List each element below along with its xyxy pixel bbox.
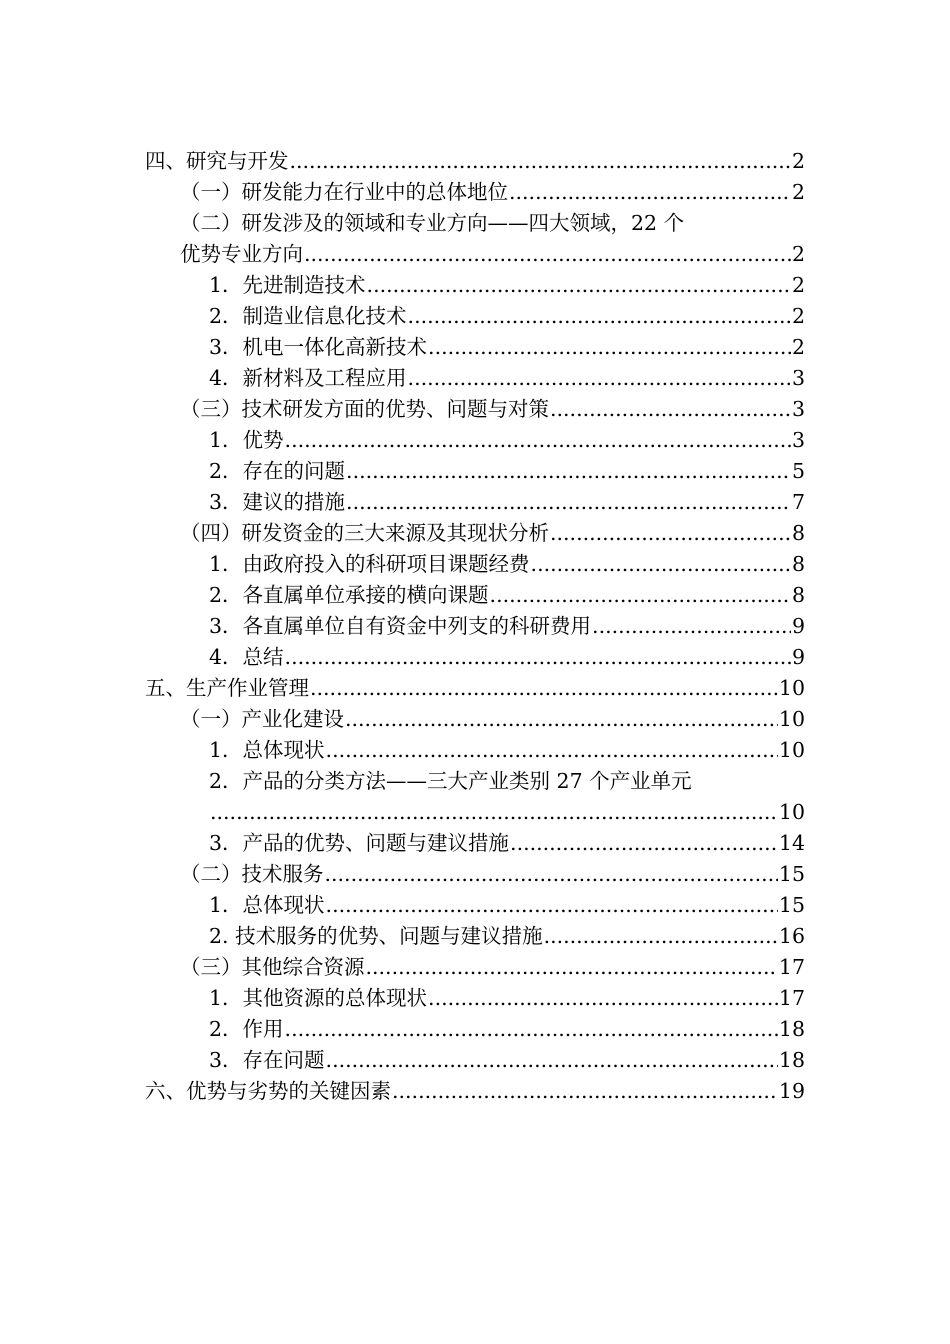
toc-page-number: 2	[791, 180, 805, 204]
toc-leader-dots	[345, 704, 778, 735]
toc-leader-dots	[210, 797, 778, 828]
toc-entry-title: （二）研发涉及的领域和专业方向——四大领域，22 个	[180, 211, 685, 235]
toc-entry-title: 3．各直属单位自有资金中列支的科研费用	[209, 614, 592, 638]
toc-entry-title: 1．其他资源的总体现状	[209, 986, 428, 1010]
toc-entry[interactable]	[145, 146, 805, 177]
toc-entry[interactable]	[145, 1045, 805, 1076]
toc-entry[interactable]	[145, 580, 805, 611]
toc-entry[interactable]	[145, 642, 805, 673]
toc-leader-dots	[346, 487, 791, 518]
toc-leader-dots	[392, 1076, 778, 1107]
toc-entry-title: 1．总体现状	[209, 893, 325, 917]
toc-leader-dots	[326, 735, 778, 766]
toc-entry-title: 4．总结	[209, 645, 284, 669]
toc-leader-dots	[490, 580, 791, 611]
toc-entry-title: 1．优势	[209, 428, 284, 452]
toc-page-number: 8	[791, 583, 805, 607]
toc-page-number: 5	[791, 459, 805, 483]
toc-entry[interactable]	[145, 456, 805, 487]
toc-leader-dots	[285, 1014, 778, 1045]
toc-leader-dots	[310, 673, 778, 704]
toc-page-number: 2	[791, 273, 805, 297]
toc-leader-dots	[304, 239, 791, 270]
toc-entry-title: （二）技术服务	[180, 862, 324, 886]
toc-page-number: 3	[791, 366, 805, 390]
toc-entry-title: 2. 技术服务的优势、问题与建议措施	[209, 924, 543, 948]
toc-leader-dots	[509, 177, 791, 208]
toc-entry[interactable]	[145, 518, 805, 549]
toc-entry[interactable]	[145, 983, 805, 1014]
toc-leader-dots	[408, 363, 791, 394]
toc-entry[interactable]	[145, 921, 805, 952]
toc-entry-title: 3．建议的措施	[209, 490, 346, 514]
toc-page-number: 8	[791, 552, 805, 576]
toc-leader-dots	[428, 332, 791, 363]
toc-page-number: 15	[778, 893, 805, 917]
toc-entry[interactable]	[145, 890, 805, 921]
toc-entry-title: 2．存在的问题	[209, 459, 346, 483]
toc-entry-title: 3．产品的优势、问题与建议措施	[209, 831, 510, 855]
toc-entry[interactable]	[145, 828, 805, 859]
toc-entry-title: 2．各直属单位承接的横向课题	[209, 583, 489, 607]
toc-page-number: 10	[778, 800, 805, 824]
toc-page-number: 18	[778, 1017, 805, 1041]
toc-page-number: 10	[778, 738, 805, 762]
toc-entry-title: 4．新材料及工程应用	[209, 366, 407, 390]
toc-entry-title: 2．制造业信息化技术	[209, 304, 407, 328]
toc-leader-dots	[592, 611, 791, 642]
toc-entry-title: 1．先进制造技术	[209, 273, 366, 297]
toc-leader-dots	[510, 828, 778, 859]
toc-entry[interactable]	[145, 363, 805, 394]
toc-entry[interactable]	[145, 704, 805, 735]
toc-page-number: 2	[791, 304, 805, 328]
toc-entry[interactable]	[145, 332, 805, 363]
toc-leader-dots	[285, 642, 791, 673]
toc-entry[interactable]	[145, 735, 805, 766]
toc-entry-title: 四、研究与开发	[145, 149, 289, 173]
toc-page-number: 2	[791, 242, 805, 266]
toc-page-number: 15	[778, 862, 805, 886]
toc-entry-title: 2．产品的分类方法——三大产业类别 27 个产业单元	[209, 769, 692, 793]
toc-page-number: 3	[791, 397, 805, 421]
toc-page-number: 3	[791, 428, 805, 452]
toc-entry-title: 3．存在问题	[209, 1048, 325, 1072]
toc-entry-title: 3．机电一体化高新技术	[209, 335, 428, 359]
toc-entry-title: 1．由政府投入的科研项目课题经费	[209, 552, 530, 576]
toc-page-number: 2	[791, 335, 805, 359]
toc-entry-title: （一）产业化建设	[180, 707, 344, 731]
toc-entry[interactable]	[145, 673, 805, 704]
toc-entry[interactable]	[145, 1014, 805, 1045]
toc-leader-dots	[550, 394, 791, 425]
toc-entry[interactable]	[145, 1076, 805, 1107]
toc-leader-dots	[367, 270, 791, 301]
toc-entry[interactable]	[145, 425, 805, 456]
toc-entry[interactable]	[145, 270, 805, 301]
toc-entry[interactable]	[145, 611, 805, 642]
toc-entry-title: 1．总体现状	[209, 738, 325, 762]
toc-entry[interactable]	[145, 487, 805, 518]
toc-entry-title: （一）研发能力在行业中的总体地位	[180, 180, 508, 204]
toc-page-number: 14	[778, 831, 805, 855]
toc-entry-continuation[interactable]	[145, 797, 805, 828]
toc-entry-title: （三）其他综合资源	[180, 955, 365, 979]
toc-page-number: 19	[778, 1079, 805, 1103]
toc-page-number: 17	[778, 955, 805, 979]
toc-page-number: 9	[791, 645, 805, 669]
toc-entry-title: （三）技术研发方面的优势、问题与对策	[180, 397, 549, 421]
toc-leader-dots	[285, 425, 791, 456]
toc-leader-dots	[531, 549, 791, 580]
toc-page-number: 8	[791, 521, 805, 545]
toc-leader-dots	[550, 518, 791, 549]
toc-leader-dots	[408, 301, 791, 332]
toc-entry-title: 六、优势与劣势的关键因素	[145, 1079, 391, 1103]
toc-page-number: 16	[778, 924, 805, 948]
toc-entry[interactable]	[145, 859, 805, 890]
toc-leader-dots	[544, 921, 778, 952]
toc-page-number: 7	[791, 490, 805, 514]
table-of-contents	[145, 146, 805, 1107]
toc-leader-dots	[366, 952, 778, 983]
toc-entry[interactable]	[145, 301, 805, 332]
toc-entry[interactable]	[145, 208, 805, 239]
toc-entry-continuation[interactable]	[145, 239, 805, 270]
toc-page-number: 9	[791, 614, 805, 638]
toc-leader-dots	[346, 456, 791, 487]
toc-leader-dots	[325, 859, 778, 890]
toc-entry-title: 五、生产作业管理	[145, 676, 309, 700]
toc-page-number: 10	[778, 707, 805, 731]
toc-leader-dots	[290, 146, 791, 177]
toc-entry-title: 2．作用	[209, 1017, 284, 1041]
toc-page-number: 2	[791, 149, 805, 173]
toc-page-number: 18	[778, 1048, 805, 1072]
toc-entry[interactable]	[145, 177, 805, 208]
toc-page-number: 10	[778, 676, 805, 700]
toc-entry[interactable]	[145, 766, 805, 797]
toc-entry-title: （四）研发资金的三大来源及其现状分析	[180, 521, 549, 545]
toc-page-number: 17	[778, 986, 805, 1010]
toc-entry[interactable]	[145, 549, 805, 580]
toc-entry[interactable]	[145, 952, 805, 983]
toc-entry-title: 优势专业方向	[180, 242, 303, 266]
toc-leader-dots	[428, 983, 778, 1014]
toc-leader-dots	[326, 1045, 778, 1076]
toc-leader-dots	[326, 890, 778, 921]
toc-entry[interactable]	[145, 394, 805, 425]
